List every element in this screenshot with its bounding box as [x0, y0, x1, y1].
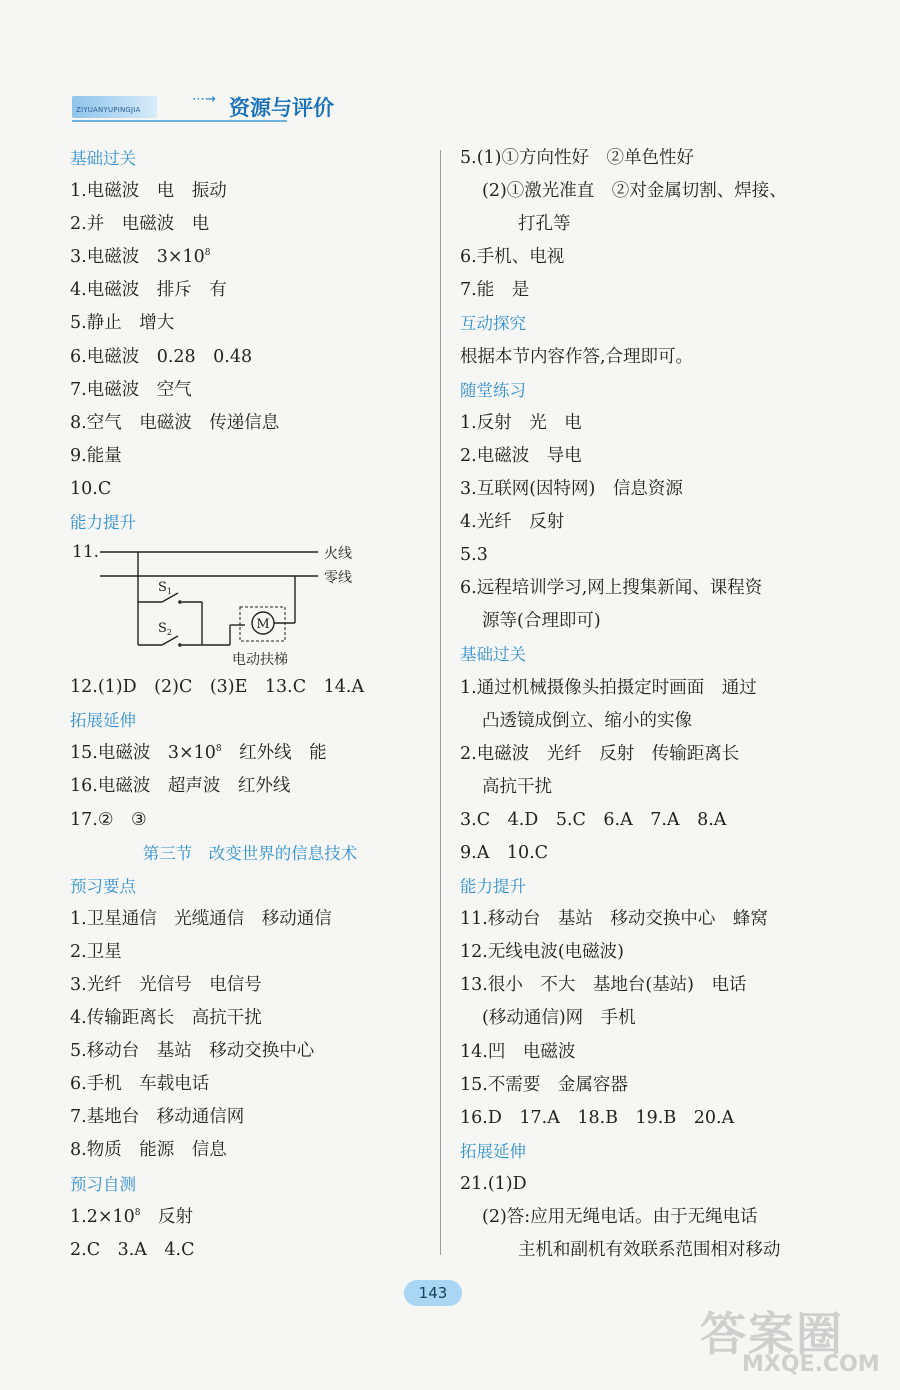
answer-line: 12.(1)D (2)C (3)E 13.C 14.A — [70, 677, 365, 698]
answer-line: 7.能 是 — [460, 280, 530, 301]
header-title: 资源与评价 — [229, 96, 334, 120]
answer-text: 反射 — [140, 1206, 193, 1227]
answer-line: (移动通信)网 手机 — [482, 1008, 636, 1029]
answer-line: 14.凹 电磁波 — [460, 1041, 576, 1062]
arrow-icon: ⋯→ — [192, 92, 216, 107]
section-heading: 互动探究 — [460, 314, 526, 334]
section-heading: 预习要点 — [70, 876, 136, 896]
exponent: 8 — [215, 744, 222, 755]
answer-line: 4.电磁波 排斥 有 — [70, 280, 227, 301]
answer-line: 2.并 电磁波 电 — [70, 214, 210, 235]
section-heading: 预习自测 — [70, 1174, 136, 1194]
answer-line: 2.卫星 — [70, 941, 122, 962]
answer-line: 根据本节内容作答,合理即可。 — [460, 346, 694, 367]
question-number: 11. — [72, 542, 100, 563]
answer-line: 主机和副机有效联系范围相对移动 — [518, 1240, 781, 1261]
watermark-logo: 答案圈 — [700, 1307, 844, 1361]
chapter-title: 第三节 改变世界的信息技术 — [142, 843, 358, 863]
answer-line: 6.远程培训学习,网上搜集新闻、课程资 — [460, 578, 763, 599]
answer-line: 16.电磁波 超声波 红外线 — [70, 776, 291, 797]
answer-line: 9.A 10.C — [460, 842, 549, 863]
section-heading: 能力提升 — [70, 513, 136, 533]
answer-text: 15.电磁波 3×10 — [70, 743, 216, 764]
section-heading: 能力提升 — [460, 877, 526, 897]
answer-line — [70, 241, 430, 274]
page-header — [72, 90, 334, 122]
right-column — [460, 142, 820, 1267]
answer-line: (2)答:应用无绳电话。由于无绳电话 — [482, 1207, 758, 1227]
answer-line: 3.互联网(因特网) 信息资源 — [460, 478, 683, 499]
answer-text: 红外线 能 — [221, 743, 327, 764]
answer-line: 高抗干扰 — [482, 776, 552, 797]
switch-s1-label — [158, 580, 172, 596]
answer-line: 6.手机、电视 — [460, 247, 565, 268]
answer-line: 17.② ③ — [70, 809, 147, 830]
answer-line: 1.通过机械摄像头拍摄定时画面 通过 — [460, 677, 757, 698]
section-heading: 基础过关 — [460, 645, 526, 665]
column-divider — [440, 150, 441, 1255]
answer-line: 8.物质 能源 信息 — [70, 1140, 227, 1161]
live-wire-label: 火线 — [324, 546, 352, 563]
switch-s2-contact — [178, 643, 182, 647]
answer-line: 3.C 4.D 5.C 6.A 7.A 8.A — [460, 809, 727, 830]
circuit-svg — [70, 539, 430, 671]
answer-line: 1.电磁波 电 振动 — [70, 181, 227, 202]
answer-line: 7.基地台 移动通信网 — [70, 1107, 245, 1128]
switch-s1-letter: S — [158, 580, 167, 596]
answer-line: 3.光纤 光信号 电信号 — [70, 974, 262, 995]
answer-line: 1.反射 光 电 — [460, 412, 582, 433]
switch-s2-subscript: 2 — [166, 628, 172, 638]
answer-line: 5.静止 增大 — [70, 313, 175, 334]
answer-line: 7.电磁波 空气 — [70, 379, 192, 400]
answer-line: 13.很小 不大 基地台(基站) 电话 — [460, 975, 747, 996]
motor-label: M — [256, 617, 270, 633]
circuit-diagram — [70, 539, 430, 671]
answer-line — [70, 737, 430, 770]
answer-line: 打孔等 — [518, 214, 571, 235]
switch-s1-subscript: 1 — [166, 587, 172, 597]
answer-line: 21.(1)D — [460, 1173, 527, 1194]
answer-line: 11.移动台 基站 移动交换中心 蜂窝 — [460, 909, 768, 930]
switch-s2-letter: S — [158, 621, 167, 637]
answer-line: (2)①激光准直 ②对金属切割、焊接、 — [482, 181, 787, 202]
section-heading: 随堂练习 — [460, 380, 526, 400]
answer-line: 凸透镜成倒立、缩小的实像 — [482, 710, 692, 731]
switch-s2-label — [158, 621, 172, 637]
answer-line — [70, 1201, 430, 1234]
header-underline — [72, 120, 287, 122]
answer-line: 10.C — [70, 478, 112, 499]
answer-line: 8.空气 电磁波 传递信息 — [70, 412, 280, 433]
section-heading: 拓展延伸 — [460, 1141, 526, 1161]
switch-s2 — [162, 636, 178, 645]
answer-line: 2.电磁波 导电 — [460, 445, 582, 466]
answer-line: 4.光纤 反射 — [460, 512, 565, 533]
answer-text: 1.2×10 — [70, 1206, 135, 1227]
escalator-label: 电动扶梯 — [232, 652, 288, 669]
left-column — [70, 142, 430, 1267]
section-heading: 拓展延伸 — [70, 711, 136, 731]
answer-line: 15.不需要 金属容器 — [460, 1074, 628, 1095]
answer-line: 6.电磁波 0.28 0.48 — [70, 346, 253, 367]
exponent: 8 — [134, 1207, 141, 1218]
answer-line: 12.无线电波(电磁波) — [460, 942, 624, 963]
answer-line: 9.能量 — [70, 445, 122, 466]
answer-line: 16.D 17.A 18.B 19.B 20.A — [460, 1107, 735, 1128]
page-number: 143 — [404, 1280, 462, 1306]
answer-line: 5.3 — [460, 545, 488, 566]
neutral-wire-label: 零线 — [324, 570, 352, 587]
answer-line: 6.手机 车载电话 — [70, 1074, 210, 1095]
watermark-url: MXQE.COM — [742, 1352, 880, 1377]
answer-line: 5.(1)①方向性好 ②单色性好 — [460, 148, 694, 168]
switch-s1-contact — [178, 600, 182, 604]
answer-line: 4.传输距离长 高抗干扰 — [70, 1008, 262, 1029]
answer-line: 1.卫星通信 光缆通信 移动通信 — [70, 908, 332, 929]
answer-line: 源等(合理即可) — [482, 611, 601, 632]
exponent: 8 — [204, 248, 211, 259]
section-heading: 基础过关 — [70, 149, 136, 168]
answer-line: 5.移动台 基站 移动交换中心 — [70, 1041, 315, 1062]
answer-line: 2.电磁波 光纤 反射 传输距离长 — [460, 743, 740, 764]
answer-line: 2.C 3.A 4.C — [70, 1239, 195, 1260]
header-subtitle: ZIYUANYUPINGJIA — [76, 106, 141, 114]
answer-text: 3.电磁波 3×10 — [70, 247, 205, 268]
